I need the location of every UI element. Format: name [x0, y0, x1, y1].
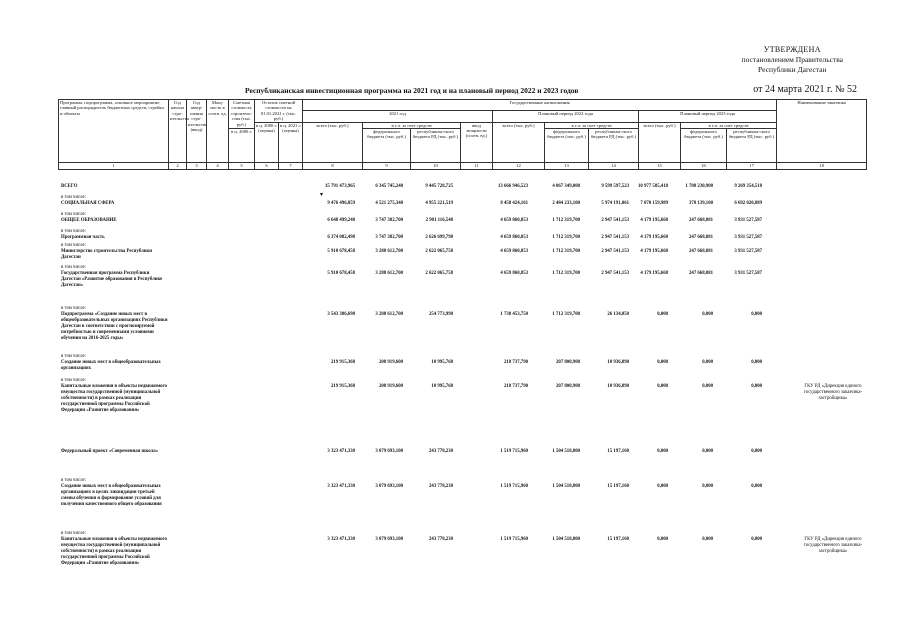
- row-value: 4 521 275,340: [375, 201, 403, 206]
- row-value: 1 712 319,700: [552, 235, 580, 240]
- row-title: Федеральный проект «Современная школа»: [61, 449, 159, 454]
- row-value: 219 915,368: [331, 384, 355, 389]
- row-value: 0,000: [702, 312, 713, 317]
- total-2021-header: всего (тыс. руб.): [303, 122, 363, 162]
- row-value: 218 737,790: [504, 384, 528, 389]
- row-value: 0,000: [657, 537, 668, 542]
- column-number: 11: [461, 163, 493, 170]
- column-number: 17: [727, 163, 777, 170]
- row-value: 9 269 354,518: [734, 184, 762, 189]
- row-value: 13 666 946,523: [498, 184, 528, 189]
- col-capacity-header: Мощ-ность в соотв. ед.: [207, 100, 229, 163]
- row-value: 3 931 527,587: [734, 271, 762, 276]
- row-value: 10 977 585,418: [638, 184, 668, 189]
- row-value: 5 910 678,458: [327, 249, 355, 254]
- input-2021-header: ввод мощности (соотв. ед.): [461, 122, 493, 162]
- row-value: 3 079 693,100: [375, 537, 403, 542]
- customer-header: Наименование заказчика: [777, 100, 867, 163]
- approval-line-1: УТВЕРЖДЕНА: [763, 45, 821, 54]
- row-value: 0,000: [751, 537, 762, 542]
- row-value: 3 079 693,100: [375, 484, 403, 489]
- row-title: Создание новых мест в общеобразовательных организациях в целях ликвидации третьей смены обучения и формирование условий для получения качественного общего образования: [61, 484, 162, 507]
- column-number: 3: [187, 163, 207, 170]
- row-name: [61, 243, 169, 261]
- price-2000-est-header: в ц. 2000 г.: [229, 129, 255, 163]
- row-value: 2 622 065,758: [425, 271, 453, 276]
- row-value: 6 648 499,248: [327, 218, 355, 223]
- fed-2022-header: федерального бюджета (тыс. руб.): [545, 129, 589, 163]
- row-title: Подпрограмма «Создание новых мест в общеобразовательных организациях Республики Дагестан в соответствии с прогнозируемой потребностью и современными условиями обучения на 2016-2025 годы»: [61, 312, 168, 341]
- row-value: 3 323 471,330: [327, 537, 355, 542]
- row-value: 2 484 233,100: [552, 201, 580, 206]
- row-value: 1 519 715,960: [500, 449, 528, 454]
- row-value: 247 668,081: [689, 249, 713, 254]
- scan-mark: ▾: [320, 192, 324, 198]
- row-title: Капитальные вложения в объекты недвижимого имущества государственной (муниципальной собственности) в рамках реализации государственной программы Российской Федерации «Развитие образования»: [61, 537, 167, 566]
- approval-stamp: [742, 45, 843, 75]
- fed-2023-header: федерального бюджета (тыс. руб.): [681, 129, 727, 163]
- row-value: 3 543 386,698: [327, 312, 355, 317]
- row-value: 4 955 221,519: [425, 201, 453, 206]
- row-value: 2 947 541,153: [601, 218, 629, 223]
- column-number: 13: [545, 163, 589, 170]
- price-2000-header: в ц. 2000 г. (оценка): [255, 122, 279, 162]
- row-prefix: в том числе:: [61, 265, 87, 270]
- row-name: [61, 229, 169, 241]
- row-prefix: в том числе:: [61, 378, 87, 383]
- row-value: 0,000: [657, 484, 668, 489]
- rep-2022-header: республикан-ского бюджета РД (тыс. руб.): [589, 129, 639, 163]
- row-value: 1 519 715,960: [500, 537, 528, 542]
- row-value: 5 974 191,061: [601, 201, 629, 206]
- row-value: 2 947 541,153: [601, 249, 629, 254]
- row-value: 6 692 020,889: [734, 201, 762, 206]
- row-value: 218 737,790: [504, 360, 528, 365]
- row-value: 10 936,890: [607, 360, 629, 365]
- col-remaining-header: Остаток сметной стоимости на 01.01.2021 г. (тыс. руб.): [255, 100, 303, 123]
- col-end-year-header: Год завер-шения стро-ительства (ввод): [187, 100, 207, 163]
- row-value: 3 747 382,700: [375, 218, 403, 223]
- row-value: 4 659 860,853: [500, 249, 528, 254]
- row-name: [61, 531, 169, 567]
- row-value: 207 800,900: [556, 360, 580, 365]
- row-value: 0,000: [751, 449, 762, 454]
- rep-2021-header: республикан-ского бюджета РД (тыс. руб.): [411, 129, 461, 163]
- row-value: 0,000: [702, 484, 713, 489]
- row-value: 3 079 693,100: [375, 449, 403, 454]
- gov-investments-header: Государственные капвложения: [303, 100, 777, 111]
- row-value: 3 288 612,700: [375, 271, 403, 276]
- row-value: 208 919,600: [379, 384, 403, 389]
- row-value: 0,000: [751, 360, 762, 365]
- row-prefix: в том числе:: [61, 229, 87, 234]
- row-value: 3 931 527,587: [734, 235, 762, 240]
- row-prefix: в том числе:: [61, 195, 87, 200]
- row-name: [61, 478, 169, 508]
- row-value: 4 659 860,853: [500, 235, 528, 240]
- row-value: 2 622 065,758: [425, 249, 453, 254]
- row-value: 0,000: [751, 484, 762, 489]
- column-number: 6: [255, 163, 279, 170]
- row-value: 3 323 471,330: [327, 449, 355, 454]
- column-number: 15: [639, 163, 681, 170]
- row-value: 1 504 518,800: [552, 537, 580, 542]
- row-title: СОЦИАЛЬНАЯ СФЕРА: [61, 201, 115, 206]
- row-value: 1 712 319,700: [552, 312, 580, 317]
- row-value: 0,000: [657, 449, 668, 454]
- row-value: 254 773,998: [429, 312, 453, 317]
- row-value: 0,000: [751, 384, 762, 389]
- row-customer: ГКУ РД «Дирекция единого государственного заказчика-застройщика»: [803, 537, 863, 554]
- row-value: 3 288 612,700: [375, 249, 403, 254]
- row-value: 0,000: [751, 312, 762, 317]
- row-value: 0,000: [657, 384, 668, 389]
- row-value: 0,000: [702, 360, 713, 365]
- row-prefix: в том числе:: [61, 212, 87, 217]
- row-value: 3 931 527,587: [734, 249, 762, 254]
- incl-2021-header: в т.ч. за счет средств: [363, 122, 461, 128]
- row-title: Создание новых мест в общеобразовательных организациях: [61, 360, 161, 371]
- row-title: Министерство строительства Республики Дагестан: [61, 249, 153, 260]
- column-number: 12: [493, 163, 545, 170]
- column-number: 7: [279, 163, 303, 170]
- row-value: 7 070 159,989: [640, 201, 668, 206]
- row-value: 3 747 382,700: [375, 235, 403, 240]
- row-value: 8 458 424,161: [500, 201, 528, 206]
- row-name: [61, 184, 169, 190]
- row-title: ОБЩЕЕ ОБРАЗОВАНИЕ: [61, 218, 117, 223]
- row-value: 0,000: [657, 312, 668, 317]
- approval-line-2: постановлением Правительства: [741, 55, 843, 64]
- column-number: 9: [363, 163, 411, 170]
- row-value: 0,000: [702, 537, 713, 542]
- row-value: 208 919,600: [379, 360, 403, 365]
- row-value: 10 936,890: [607, 384, 629, 389]
- row-value: 219 915,368: [331, 360, 355, 365]
- row-value: 1 712 319,700: [552, 271, 580, 276]
- column-number: 10: [411, 163, 461, 170]
- document-title: Республиканская инвестиционная программа на 2021 год и на плановый период 2022 и 2023 годов: [245, 86, 579, 95]
- row-name: [61, 306, 169, 342]
- col-start-year-header: Год начала стро-ительства: [169, 100, 187, 163]
- row-value: 243 778,230: [429, 484, 453, 489]
- column-number: 18: [777, 163, 867, 170]
- row-value: 247 668,081: [689, 235, 713, 240]
- row-customer: ГКУ РД «Дирекция единого государственного заказчика-застройщика»: [803, 384, 863, 401]
- row-name: [61, 354, 169, 372]
- row-value: 4 659 860,853: [500, 271, 528, 276]
- row-value: 6 345 745,240: [375, 184, 403, 189]
- row-value: 1 504 518,800: [552, 449, 580, 454]
- year-2022-header: Плановый период 2022 года: [493, 111, 639, 122]
- row-value: 1 708 230,900: [685, 184, 713, 189]
- header-table: [58, 99, 867, 170]
- row-value: 1 504 518,800: [552, 484, 580, 489]
- row-value: 378 139,100: [689, 201, 713, 206]
- row-value: 15 197,160: [607, 484, 629, 489]
- row-value: 243 778,230: [429, 537, 453, 542]
- row-prefix: в том числе:: [61, 354, 87, 359]
- row-title: Государственная программа Республики Дагестан «Развитие образования в Республике Дагестан»: [61, 271, 163, 288]
- row-value: 4 067 349,000: [552, 184, 580, 189]
- row-prefix: в том числе:: [61, 478, 87, 483]
- row-value: 247 668,081: [689, 218, 713, 223]
- total-2022-header: всего (тыс. руб.): [493, 122, 545, 162]
- row-value: 4 179 195,668: [640, 218, 668, 223]
- row-name: [61, 378, 169, 414]
- row-value: 6 374 082,498: [327, 235, 355, 240]
- column-numbers-row: [59, 163, 867, 170]
- row-name: [61, 265, 169, 289]
- row-value: 2 947 541,153: [601, 271, 629, 276]
- column-number: 14: [589, 163, 639, 170]
- row-value: 10 995,768: [431, 384, 453, 389]
- row-value: 3 323 471,330: [327, 484, 355, 489]
- row-value: 247 668,081: [689, 271, 713, 276]
- column-number: 1: [59, 163, 169, 170]
- fed-2021-header: федерального бюджета (тыс. руб.): [363, 129, 411, 163]
- row-value: 15 791 473,965: [325, 184, 355, 189]
- row-value: 10 995,768: [431, 360, 453, 365]
- row-name: [61, 195, 169, 207]
- column-number: 2: [169, 163, 187, 170]
- row-prefix: в том числе:: [61, 306, 87, 311]
- row-value: 0,000: [702, 449, 713, 454]
- row-title: Капитальные вложения в объекты недвижимого имущества государственной (муниципальной собственности) в рамках реализации государственной программы Российской Федерации «Развитие образования»: [61, 384, 167, 413]
- row-value: 4 179 195,668: [640, 235, 668, 240]
- row-value: 1 712 319,700: [552, 218, 580, 223]
- row-value: 5 910 678,458: [327, 271, 355, 276]
- row-name: [61, 212, 169, 224]
- price-2021-header: в ц. 2021 г. (оценка): [279, 122, 303, 162]
- document-date: от 24 марта 2021 г. № 52: [753, 84, 857, 95]
- row-value: 243 778,230: [429, 449, 453, 454]
- incl-2023-header: в т.ч. за счет средств: [681, 122, 777, 128]
- column-number: 4: [207, 163, 229, 170]
- col-program-header: Программа, подпрограмма, основное мероприятие, главный распорядитель бюджетных средств, стройка и объекты: [59, 100, 169, 163]
- incl-2022-header: в т.ч. за счет средств: [545, 122, 639, 128]
- row-value: 26 134,050: [607, 312, 629, 317]
- row-value: 2 947 541,153: [601, 235, 629, 240]
- row-name: [61, 449, 169, 455]
- row-value: 15 197,160: [607, 537, 629, 542]
- row-value: 9 476 496,859: [327, 201, 355, 206]
- rep-2023-header: республикан-ского бюджета РД (тыс. руб.): [727, 129, 777, 163]
- row-value: 2 626 699,798: [425, 235, 453, 240]
- row-prefix: в том числе:: [61, 531, 87, 536]
- approval-line-3: Республики Дагестан: [758, 65, 827, 74]
- row-value: 1 519 715,960: [500, 484, 528, 489]
- row-value: 0,000: [657, 360, 668, 365]
- row-value: 1 712 319,700: [552, 249, 580, 254]
- row-value: 0,000: [702, 384, 713, 389]
- row-value: 15 197,160: [607, 449, 629, 454]
- year-2023-header: Плановый период 2023 года: [639, 111, 777, 122]
- row-value: 3 288 612,700: [375, 312, 403, 317]
- row-value: 2 901 116,548: [425, 218, 453, 223]
- column-number: 5: [229, 163, 255, 170]
- row-prefix: в том числе:: [61, 243, 87, 248]
- year-2021-header: 2021 год: [303, 111, 493, 122]
- row-title: Программная часть: [61, 235, 105, 240]
- row-title: ВСЕГО: [61, 184, 78, 189]
- col-estimate-header: Сметная стоимость строитель-ства (тыс. руб.): [229, 100, 255, 129]
- row-value: 4 179 195,668: [640, 271, 668, 276]
- row-value: 1 738 453,750: [500, 312, 528, 317]
- column-number: 16: [681, 163, 727, 170]
- row-value: 207 800,900: [556, 384, 580, 389]
- row-value: 4 659 860,853: [500, 218, 528, 223]
- row-value: 4 179 195,668: [640, 249, 668, 254]
- row-value: 9 599 597,523: [601, 184, 629, 189]
- row-value: 9 445 728,725: [425, 184, 453, 189]
- column-number: 8: [303, 163, 363, 170]
- total-2023-header: всего (тыс. руб.): [639, 122, 681, 162]
- row-value: 3 931 527,587: [734, 218, 762, 223]
